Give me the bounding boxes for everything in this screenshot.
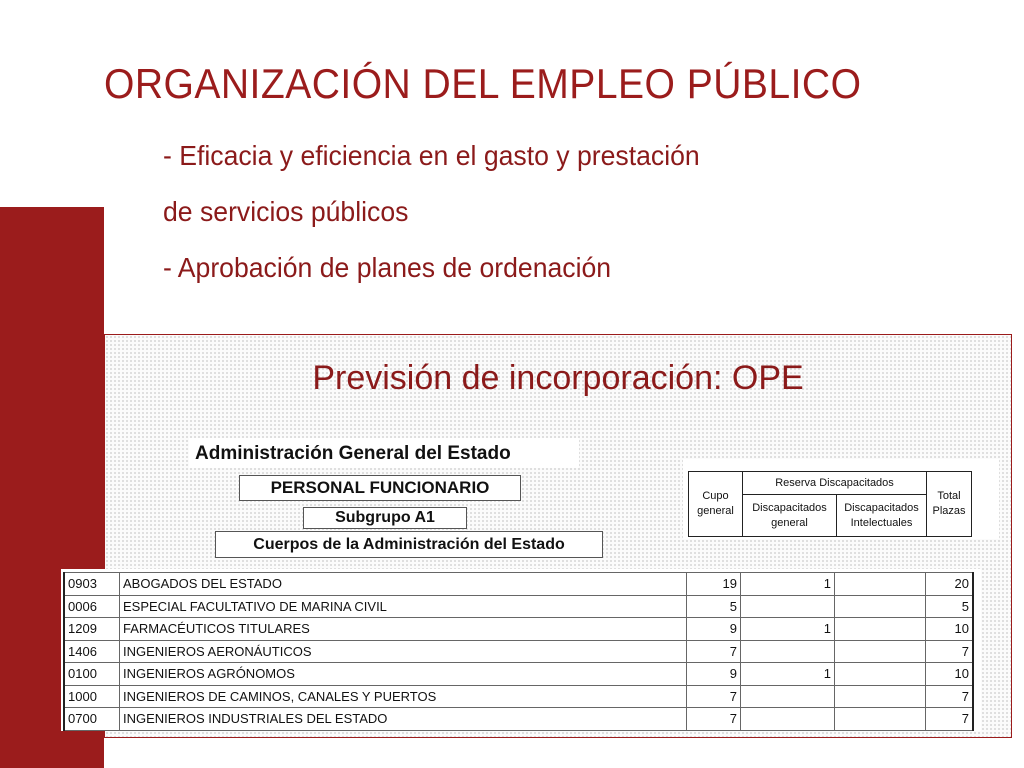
bullet-aprobacion: - Aprobación de planes de ordenación	[163, 252, 612, 283]
table-row	[64, 708, 973, 731]
cell-disc-general	[741, 640, 835, 663]
cell-code: 1406	[64, 640, 120, 663]
cell-cupo: 19	[687, 573, 741, 596]
table-row	[64, 573, 973, 596]
cell-name: ESPECIAL FACULTATIVO DE MARINA CIVIL	[120, 595, 687, 618]
table-row	[64, 685, 973, 708]
cell-disc-general: 1	[741, 573, 835, 596]
cell-code: 1000	[64, 685, 120, 708]
cell-cupo: 7	[687, 640, 741, 663]
data-table-wrap	[61, 569, 981, 731]
header-reserva: Reserva Discapacitados	[743, 472, 927, 495]
cell-cupo: 9	[687, 618, 741, 641]
cell-cupo: 9	[687, 663, 741, 686]
cell-code: 0700	[64, 708, 120, 731]
table-row	[64, 663, 973, 686]
panel-title: Previsión de incorporación: OPE	[312, 359, 804, 397]
cell-disc-intelectuales	[835, 618, 926, 641]
data-table	[63, 572, 974, 731]
bullet-eficacia: - Eficacia y eficiencia en el gasto y prestación	[163, 140, 700, 171]
cell-disc-intelectuales	[835, 573, 926, 596]
slide-title: ORGANIZACIÓN DEL EMPLEO PÚBLICO	[104, 60, 862, 107]
header-total: Total Plazas	[927, 472, 972, 537]
cell-total: 7	[926, 640, 974, 663]
cell-disc-intelectuales	[835, 685, 926, 708]
cell-code: 0903	[64, 573, 120, 596]
header-disc-general: Discapacitados general	[743, 495, 837, 537]
cell-disc-intelectuales	[835, 663, 926, 686]
cell-total: 7	[926, 685, 974, 708]
bullet-servicios: de servicios públicos	[163, 196, 409, 227]
cell-total: 10	[926, 663, 974, 686]
header-table-wrap	[683, 459, 999, 539]
cell-disc-general: 1	[741, 618, 835, 641]
subgroup-label: Subgrupo A1	[303, 507, 467, 529]
cell-name: INGENIEROS AERONÁUTICOS	[120, 640, 687, 663]
cell-disc-intelectuales	[835, 595, 926, 618]
cuerpos-label: Cuerpos de la Administración del Estado	[215, 531, 603, 558]
cell-disc-intelectuales	[835, 640, 926, 663]
personal-label: PERSONAL FUNCIONARIO	[239, 475, 521, 501]
cell-disc-general	[741, 708, 835, 731]
cell-code: 1209	[64, 618, 120, 641]
cell-total: 20	[926, 573, 974, 596]
cell-total: 10	[926, 618, 974, 641]
cell-name: INGENIEROS AGRÓNOMOS	[120, 663, 687, 686]
cell-disc-intelectuales	[835, 708, 926, 731]
cell-total: 7	[926, 708, 974, 731]
cell-code: 0006	[64, 595, 120, 618]
table-row	[64, 640, 973, 663]
cell-disc-general	[741, 595, 835, 618]
header-table	[688, 471, 972, 537]
cell-name: INGENIEROS INDUSTRIALES DEL ESTADO	[120, 708, 687, 731]
header-disc-intelectuales: Discapacitados Intelectuales	[837, 495, 927, 537]
cell-name: INGENIEROS DE CAMINOS, CANALES Y PUERTOS	[120, 685, 687, 708]
cell-name: FARMACÉUTICOS TITULARES	[120, 618, 687, 641]
table-row	[64, 595, 973, 618]
cell-total: 5	[926, 595, 974, 618]
cell-cupo: 7	[687, 685, 741, 708]
org-label: Administración General del Estado	[189, 438, 579, 468]
cell-name: ABOGADOS DEL ESTADO	[120, 573, 687, 596]
cell-cupo: 5	[687, 595, 741, 618]
cell-disc-general	[741, 685, 835, 708]
cell-disc-general: 1	[741, 663, 835, 686]
data-table-body	[64, 573, 973, 731]
table-row	[64, 618, 973, 641]
ope-panel	[68, 334, 1012, 738]
cell-cupo: 7	[687, 708, 741, 731]
header-cupo: Cupo general	[689, 472, 743, 537]
cell-code: 0100	[64, 663, 120, 686]
